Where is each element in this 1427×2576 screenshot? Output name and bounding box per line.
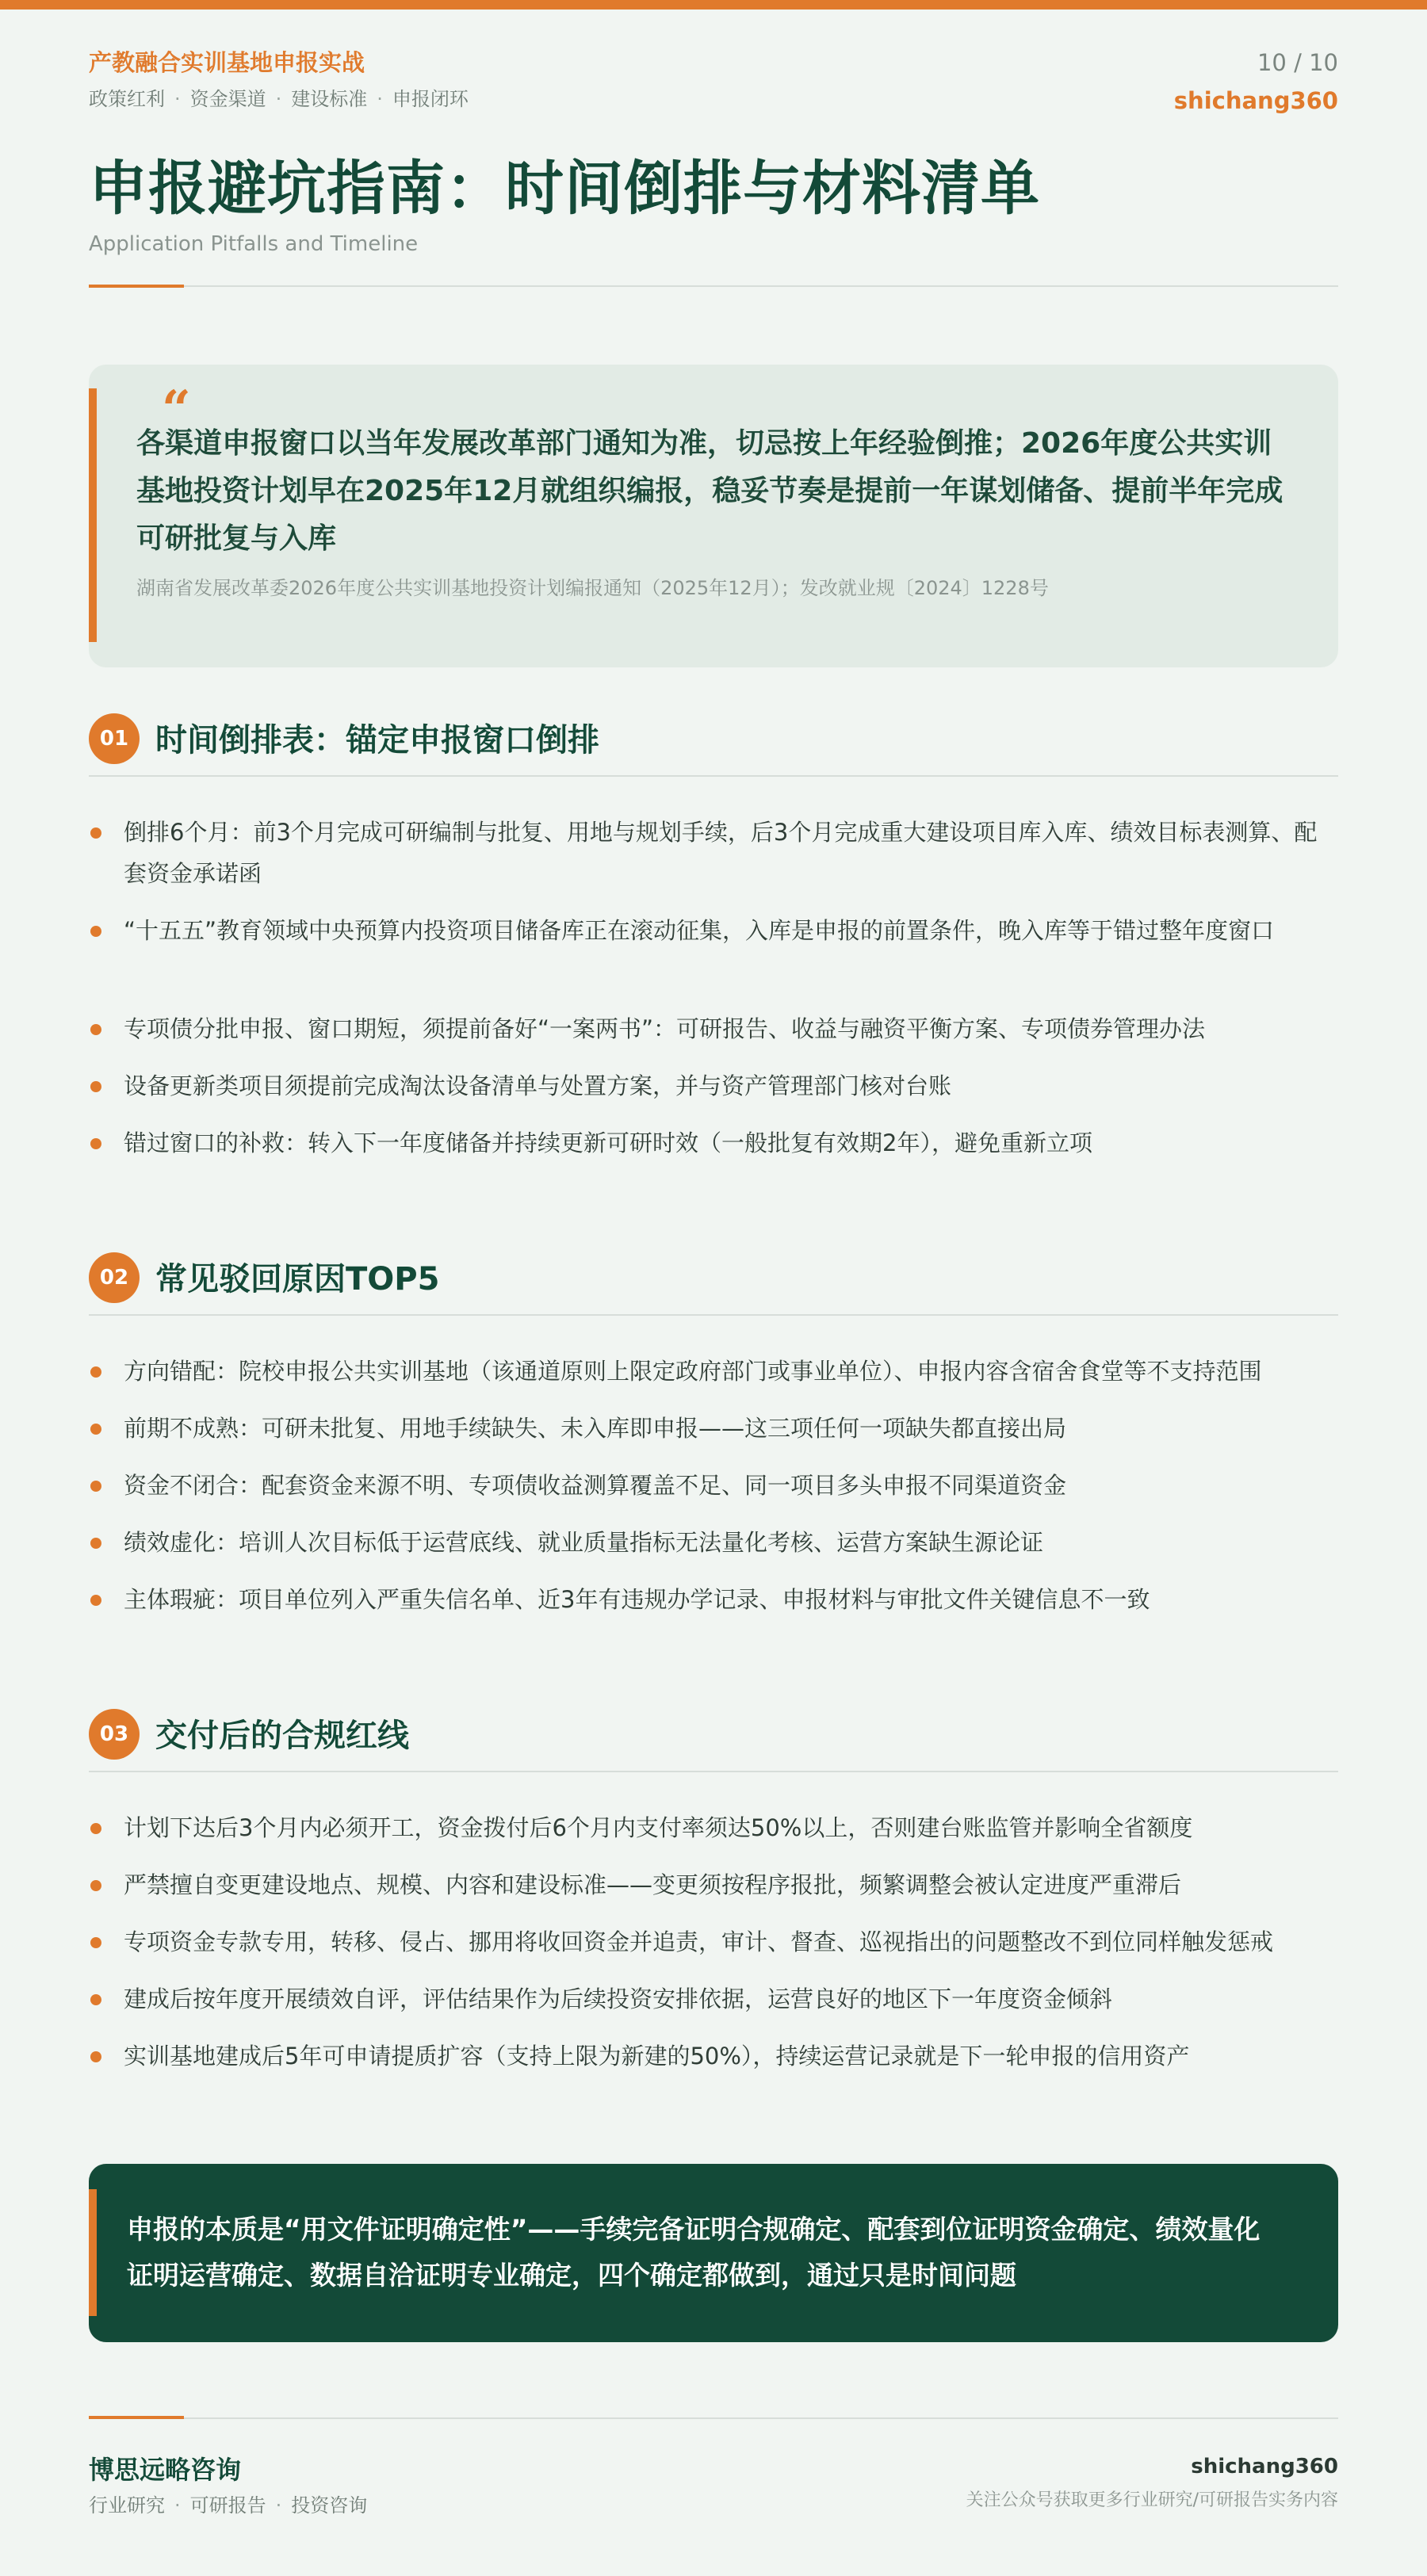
list-item-text: 前期不成熟：可研未批复、用地手续缺失、未入库即申报——这三项任何一项缺失都直接出局 xyxy=(124,1415,1067,1442)
bullet-icon xyxy=(90,1024,101,1035)
header-tag: 资金渠道 xyxy=(189,88,266,110)
summary-accent-bar xyxy=(89,2189,97,2316)
list-item-text: 实训基地建成后5年可申请提质扩容（支持上限为新建的50%），持续运营记录就是下一轮申报的信用资产 xyxy=(124,2043,1190,2070)
tag-separator: · xyxy=(275,88,282,110)
list-item-text: 严禁擅自变更建设地点、规模、内容和建设标准——变更须按程序报批，频繁调整会被认定进度严重滞后 xyxy=(124,1871,1182,1898)
section-header xyxy=(89,1252,1338,1316)
header-tag: 申报闭环 xyxy=(392,88,469,110)
bullet-icon xyxy=(90,1595,101,1606)
footer-site: shichang360 xyxy=(1191,2455,1338,2479)
footer-tag: 可研报告 xyxy=(189,2494,266,2517)
bullet-icon xyxy=(90,1081,101,1092)
bullet-icon xyxy=(90,1937,101,1948)
bullet-icon xyxy=(90,2051,101,2062)
bullet-icon xyxy=(90,1880,101,1891)
summary-callout xyxy=(89,2164,1338,2342)
top-accent-bar xyxy=(0,0,1427,10)
list-item-text: 绩效虚化：培训人次目标低于运营底线、就业质量指标无法量化考核、运营方案缺生源论证 xyxy=(124,1529,1044,1556)
page-header xyxy=(89,46,1338,113)
list-item-text: 错过窗口的补救：转入下一年度储备并持续更新可研时效（一般批复有效期2年），避免重新立项 xyxy=(124,1129,1092,1156)
section-compliance xyxy=(89,1709,1338,2070)
footer-tag: 投资咨询 xyxy=(291,2494,368,2517)
section-rejection-reasons xyxy=(89,1252,1338,1613)
brand-title: 产教融合实训基地申报实战 xyxy=(89,49,365,76)
list-item-text: 建成后按年度开展绩效自评，评估结果作为后续投资安排依据，运营良好的地区下一年度资金倾斜 xyxy=(124,1986,1113,2012)
title-divider xyxy=(89,285,1338,287)
bullet-icon xyxy=(90,827,101,839)
tag-separator: · xyxy=(174,2494,181,2517)
bullet-icon xyxy=(90,1538,101,1549)
section-number-badge: 02 xyxy=(89,1252,140,1303)
footer-tag: 行业研究 xyxy=(89,2494,165,2517)
section-number-badge: 01 xyxy=(89,713,140,764)
bullet-icon xyxy=(90,926,101,937)
section-number-badge: 03 xyxy=(89,1709,140,1760)
list-item-text: 设备更新类项目须提前完成淘汰设备清单与处置方案，并与资产管理部门核对台账 xyxy=(124,1072,952,1099)
section-title: 交付后的合规红线 xyxy=(155,1718,409,1754)
title-divider-accent xyxy=(89,285,184,288)
quote-mark-icon: “ xyxy=(162,380,191,439)
page-title: 申报避坑指南：时间倒排与材料清单 xyxy=(89,155,1040,223)
bullet-icon xyxy=(90,1138,101,1149)
section-header xyxy=(89,1709,1338,1772)
section-title: 常见驳回原因TOP5 xyxy=(155,1261,440,1298)
section-divider xyxy=(89,775,1338,777)
footer-divider-accent xyxy=(89,2416,184,2419)
quote-card xyxy=(89,365,1338,667)
list-item-text: 专项资金专款专用，转移、侵占、挪用将收回资金并追责，审计、督查、巡视指出的问题整改不到位同样触发惩戒 xyxy=(124,1928,1274,1955)
section-timeline xyxy=(89,713,1338,1156)
footer-divider xyxy=(89,2417,1338,2419)
footer-tags xyxy=(89,2492,367,2519)
list-item-text: “十五五”教育领域中央预算内投资项目储备库正在滚动征集，入库是申报的前置条件，晚入库等于错过整年度窗口 xyxy=(124,917,1275,944)
quote-accent-bar xyxy=(89,388,97,642)
footer-note: 关注公众号获取更多行业研究/可研报告实务内容 xyxy=(966,2490,1338,2510)
header-tags xyxy=(89,86,1338,113)
bullet-icon xyxy=(90,1366,101,1378)
bullet-icon xyxy=(90,1424,101,1435)
tag-separator: · xyxy=(275,2494,282,2517)
header-tag: 政策红利 xyxy=(89,88,165,110)
tag-separator: · xyxy=(174,88,181,110)
list-item-text: 专项债分批申报、窗口期短，须提前备好“一案两书”：可研报告、收益与融资平衡方案、专项债券管理办法 xyxy=(124,1015,1206,1042)
list-item-text: 方向错配：院校申报公共实训基地（该通道原则上限定政府部门或事业单位）、申报内容含宿舍食堂等不支持范围 xyxy=(124,1358,1262,1385)
list-item-text: 计划下达后3个月内必须开工，资金拨付后6个月内支付率须达50%以上，否则建台账监管并影响全省额度 xyxy=(124,1814,1193,1841)
header-tag: 建设标准 xyxy=(291,88,368,110)
site-name: shichang360 xyxy=(1173,87,1338,114)
bullet-icon xyxy=(90,1481,101,1492)
page-subtitle: Application Pitfalls and Timeline xyxy=(89,232,419,256)
summary-text: 申报的本质是“用文件证明确定性”——手续完备证明合规确定、配套到位证明资金确定、绩效量化证明运营确定、数据自洽证明专业确定，四个确定都做到，通过只是时间问题 xyxy=(127,2214,1261,2291)
quote-text: 各渠道申报窗口以当年发展改革部门通知为准，切忌按上年经验倒推；2026年度公共实训基地投资计划早在2025年12月就组织编报，稳妥节奏是提前一年谋划储备、提前半年完成可研批复与入库 xyxy=(136,427,1284,555)
tag-separator: · xyxy=(377,88,383,110)
footer-company: 博思远略咨询 xyxy=(89,2455,242,2485)
list-item-text: 主体瑕疵：项目单位列入严重失信名单、近3年有违规办学记录、申报材料与审批文件关键信息不一致 xyxy=(124,1586,1150,1613)
section-divider xyxy=(89,1314,1338,1316)
section-divider xyxy=(89,1771,1338,1772)
section-title: 时间倒排表：锚定申报窗口倒排 xyxy=(155,722,599,759)
quote-source: 湖南省发展改革委2026年度公共实训基地投资计划编报通知（2025年12月）；发改就业规〔2024〕1228号 xyxy=(136,577,1049,599)
section-header xyxy=(89,713,1338,777)
bullet-icon xyxy=(90,1823,101,1834)
list-item-text: 资金不闭合：配套资金来源不明、专项债收益测算覆盖不足、同一项目多头申报不同渠道资金 xyxy=(124,1472,1067,1499)
list-item-text: 倒排6个月：前3个月完成可研编制与批复、用地与规划手续，后3个月完成重大建设项目库入库、绩效目标表测算、配套资金承诺函 xyxy=(124,819,1318,887)
bullet-icon xyxy=(90,1994,101,2005)
page-number: 10 / 10 xyxy=(1257,49,1338,76)
